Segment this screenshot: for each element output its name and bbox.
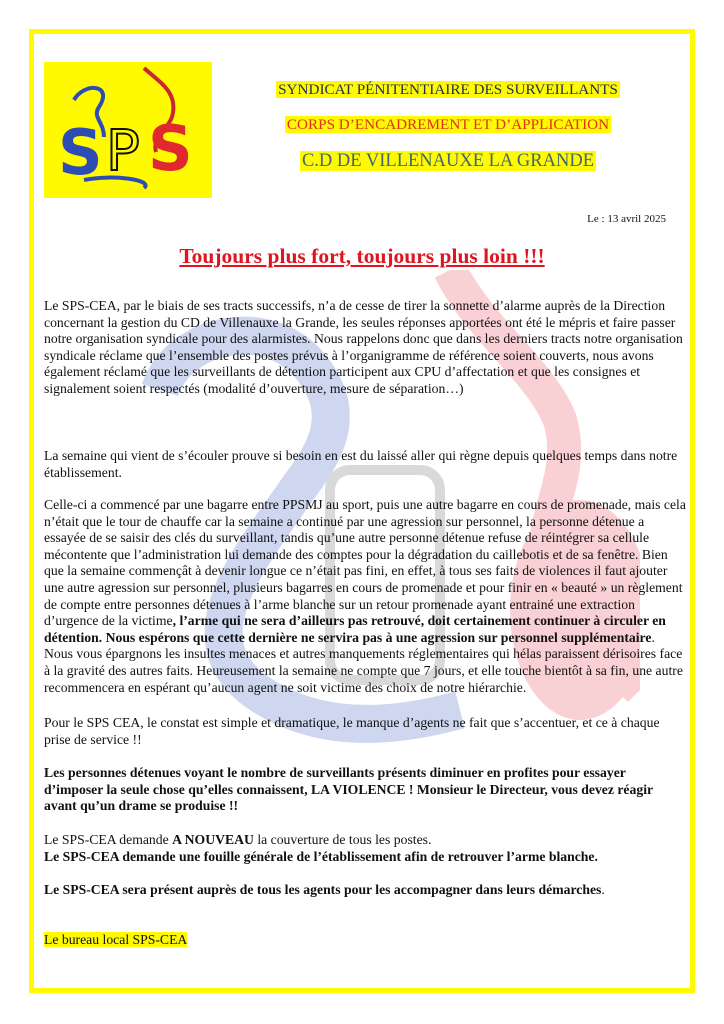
support-text-end: .: [601, 882, 605, 897]
header-line3-text: C.D DE VILLENAUXE LA GRANDE: [301, 151, 595, 171]
demand-posts-bold: A NOUVEAU: [172, 832, 254, 847]
paragraph-intro: [44, 298, 686, 398]
incidents-text-a: Celle-ci a commencé par une bagarre entre PPSMJ au sport, puis une autre bagarre en cours de promenade, mais cela n’était que le tour de chauffe car la semaine a continué par une agression sur personnel, la personne détenue a essayée de se saisir des clés du surveillant, tandis qu’une autre personne détenue refuse de réintégrer sa cellule mécontente que l’administration lui demande des comptes pour la dégradation du caillebotis et de sa fenêtre. Bien que la semaine commençât à devenir longue ce n’était pas fini, en effet, à tous ses faits de violences il faut ajouter une autre agression sur personnel, plusieurs bagarres en cours de promenade et pour finir en « beauté » un règlement de compte entre personnes détenues à l’arme blanche sur un retour promenade ayant entrainé une extraction d’urgence de la victime: [44, 497, 686, 629]
header-line2-text: CORPS D’ENCADREMENT ET D’APPLICATION: [286, 116, 610, 133]
incidents-text-bold: , l’arme qui ne sera d’ailleurs pas retrouvé, doit certainement continuer à circuler en détention. Nous espérons que cette dernière ne servira pas à une agression sur personnel supplémentaire: [44, 613, 666, 645]
signature-text: Le bureau local SPS-CEA: [44, 932, 188, 947]
header-establishment: [232, 151, 664, 172]
paragraph-intro-text: Le SPS-CEA, par le biais de ses tracts successifs, n’a de cesse de tirer la sonnette d’alarme auprès de la Direction concernant la gestion du CD de Villenauxe la Grande, les seules réponses apportées ont été le mépris et faire passer notre organisation syndicale pour des alarmistes. Nous rappelons donc que dans les derniers tracts notre organisation syndicale réclame que l’ensemble des postes prévus à l’organigramme de référence soient couverts, nous avons également réclamé que les surveillants de détention participent aux CPU d’affectation et que les consignes et signalement soient respectés (modalité d’ouverture, mesure de séparation…): [44, 298, 683, 396]
paragraph-week-text: La semaine qui vient de s’écouler prouve si besoin en est du laissé aller qui règne depuis quelques temps dans notre établissement.: [44, 448, 678, 480]
logo-letter-p: P: [106, 119, 140, 184]
demand-posts-b: la couverture de tous les postes.: [253, 832, 432, 847]
sps-logo-graphic: [44, 62, 212, 198]
demand-search-text: Le SPS-CEA demande une fouille générale de l’établissement afin de retrouver l’arme blanche.: [44, 848, 598, 864]
support-text: Le SPS-CEA sera présent auprès de tous les agents pour les accompagner dans leurs démarches: [44, 882, 602, 897]
header-union-name: [232, 81, 664, 99]
paragraph-constat: [44, 715, 686, 748]
paragraph-week: [44, 448, 686, 481]
paragraph-violence-text: Les personnes détenues voyant le nombre de surveillants présents diminuer en profites pour essayer d’imposer la seule chose qu’elles connaissent, LA VIOLENCE ! Monsieur le Directeur, vous devez réagir avant qu’un drame se produise !!: [44, 765, 653, 814]
demand-posts-text: [44, 832, 686, 849]
paragraph-support: [44, 882, 686, 899]
logo-letter-s1: S: [58, 116, 103, 189]
header-line1-text: SYNDICAT PÉNITENTIAIRE DES SURVEILLANTS: [278, 81, 618, 98]
logo-letter-s2: S: [148, 112, 193, 185]
demand-posts-a: Le SPS-CEA demande: [44, 832, 173, 847]
header-corps: [232, 116, 664, 134]
sps-logo: [44, 62, 212, 198]
paragraph-incidents: [44, 497, 686, 696]
paragraph-constat-text: Pour le SPS CEA, le constat est simple et dramatique, le manque d’agents ne fait que s’accentuer, et ce à chaque prise de service !!: [44, 715, 660, 747]
paragraph-demand-posts: [44, 832, 686, 865]
paragraph-violence: [44, 765, 686, 815]
signature: [44, 932, 686, 949]
document-title: Toujours plus fort, toujours plus loin !!!: [179, 244, 545, 268]
incidents-text-b: . Nous vous épargnons les insultes menaces et autres manquements réglementaires qui hélas paraissent dérisoires face à la gravité des autres faits. Heureusement la semaine ne compte que 7 jours, et elle touche bientôt à sa fin, une autre recommencera en espérant qu’aucun agent ne soit victime des choix de notre hiérarchie.: [44, 629, 683, 695]
document-date: Le : 13 avril 2025: [587, 213, 666, 225]
paragraph-incidents-text: [44, 497, 686, 696]
